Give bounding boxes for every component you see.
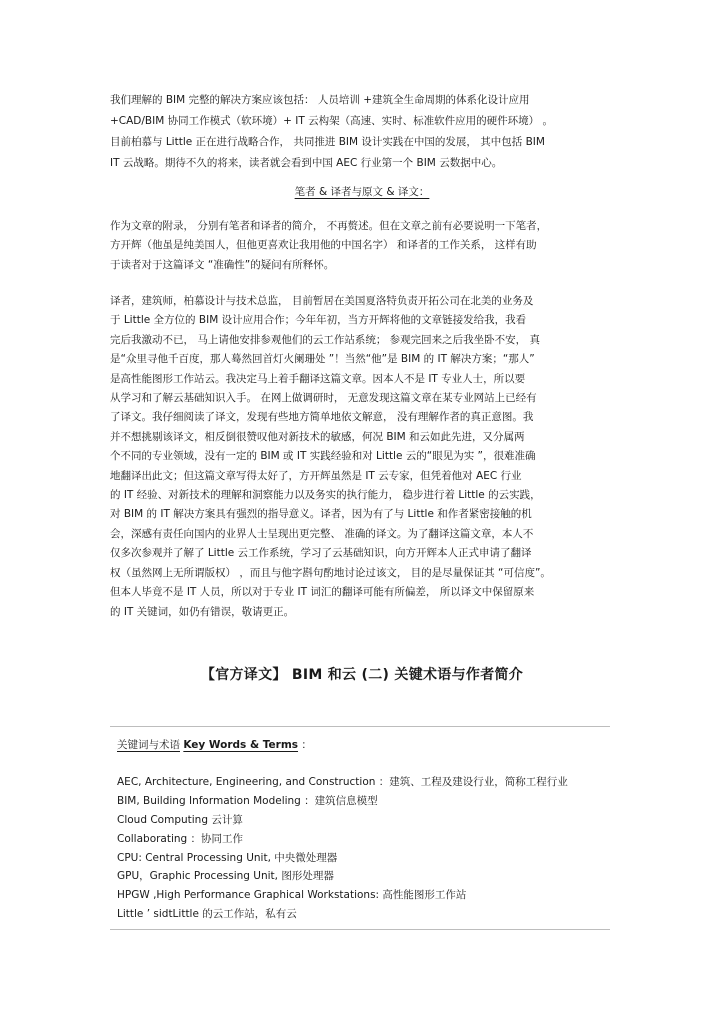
section-heading xyxy=(0,184,724,199)
paragraph-line: 个不同的专业领域，没有一定的 BIM 或 IT 实践经验和对 Little 云的“眼见为实 ”，很难准确 xyxy=(110,450,536,463)
paragraph-line: 译者，建筑师，柏慕设计与技术总监， 目前暂居在美国夏洛特负责开拓公司在北美的业务及 xyxy=(110,295,534,307)
keywords-heading xyxy=(117,737,312,752)
section-heading-text: 笔者 & 译者与原文 & 译文： xyxy=(294,186,430,198)
paragraph-line: 仅多次参观并了解了 Little 云工作系统，学习了云基础知识，向方开辉本人正式申请了翻译 xyxy=(110,547,532,560)
paragraph-line: 的 IT 关键词，如仍有错误，敬请更正。 xyxy=(110,605,295,618)
intro-paragraph xyxy=(110,90,615,174)
paragraph-line: 于 Little 全方位的 BIM 设计应用合作；今年年初，当方开辉将他的文章链接发给我，我看 xyxy=(110,314,527,327)
paragraph-line: 会，深感有责任向国内的业界人士呈现出更完整、 准确的译文。为了翻译这篇文章，本人不 xyxy=(110,527,534,540)
paragraph-line: 地翻译出此文；但这篇文章写得太好了，方开辉虽然是 IT 云专家，但凭着他对 AEC 行业 xyxy=(110,469,522,482)
paragraph-line: 完后我激动不已， 马上请他安排参观他们的云工作站系统； 参观完回来之后我坐卧不安， 真 xyxy=(110,333,541,346)
paragraph-line: 于读者对于这篇译文 “准确性”的疑问有所释怀。 xyxy=(110,258,335,271)
paragraph-line: 并不想挑剔该译文，相反倒很赞叹他对新技术的敏感，何况 BIM 和云如此先进，又分属两 xyxy=(110,430,525,443)
divider-top xyxy=(110,726,610,727)
intro-line: 目前柏慕与 Little 正在进行战略合作， 共同推进 BIM 设计实践在中国的发展， 其中包括 BIM xyxy=(110,136,545,148)
keyword-item: Cloud Computing 云计算 xyxy=(117,813,243,826)
divider-bottom xyxy=(110,929,610,930)
keyword-item: AEC, Architecture, Engineering, and Construction ：建筑、工程及建设行业，简称工程行业 xyxy=(117,776,568,788)
paragraph-line: 了译文。我仔细阅读了译文，发现有些地方简单地依文解意， 没有理解作者的真正意图。我 xyxy=(110,411,534,424)
paragraph-line: 权（虽然网上无所谓版权） ，而且与他字斟句酌地讨论过该文， 目的是尽量保证其 “可信度”。 xyxy=(110,566,551,579)
intro-line: IT 云战略。期待不久的将来，读者就会看到中国 AEC 行业第一个 BIM 云数据中心。 xyxy=(110,157,503,169)
paragraph-line: 从学习和了解云基础知识入手。 在网上做调研时， 无意发现这篇文章在某专业网站上已经有 xyxy=(110,392,537,405)
paragraph-line: 的 IT 经验、对新技术的理解和洞察能力以及务实的执行能力， 稳步进行着 Little 的云实践， xyxy=(110,489,541,502)
keywords-colon: ： xyxy=(301,739,312,751)
keyword-item: GPU，Graphic Processing Unit, 图形处理器 xyxy=(117,870,334,883)
keywords-label-cn: 关键词与术语 xyxy=(117,739,180,751)
intro-line: 我们理解的 BIM 完整的解决方案应该包括： 人员培训 +建筑全生命周期的体系化设计应用 xyxy=(110,94,530,106)
keyword-item: BIM, Building Information Modeling ：建筑信息模型 xyxy=(117,794,378,807)
paragraph-line: 方开辉（他虽是纯美国人，但他更喜欢让我用他的中国名字） 和译者的工作关系， 这样有助 xyxy=(110,239,537,252)
paragraph-translator xyxy=(110,292,615,622)
paragraph-line: 是“众里寻他千百度，那人蓦然回首灯火阑珊处 ”！当然“他”是 BIM 的 IT 解决方案；“那人” xyxy=(110,353,535,366)
keyword-item: Collaborating ：协同工作 xyxy=(117,832,244,845)
intro-line: +CAD/BIM 协同工作模式（软环境）+ IT 云构架（高速、实时、标准软件应用的硬件环境） 。 xyxy=(110,115,553,127)
keywords-label-en: Key Words & Terms xyxy=(183,739,299,751)
keyword-item: Little ’ sidtLittle 的云工作站，私有云 xyxy=(117,908,297,921)
keyword-item: HPGW ,High Performance Graphical Workstations: 高性能图形工作站 xyxy=(117,889,467,902)
keywords-list xyxy=(117,773,568,924)
paragraph-line: 对 BIM 的 IT 解决方案具有强烈的指导意义。译者，因为有了与 Little 和作者紧密接触的机 xyxy=(110,508,532,521)
official-translation-title: 【官方译文】 BIM 和云 (二) 关键术语与作者简介 xyxy=(200,667,524,683)
keyword-item: CPU: Central Processing Unit, 中央微处理器 xyxy=(117,851,338,864)
paragraph-line: 是高性能图形工作站云。我决定马上着手翻译这篇文章。因本人不是 IT 专业人士，所以要 xyxy=(110,372,526,385)
paragraph-line: 作为文章的附录， 分别有笔者和译者的简介， 不再赘述。但在文章之前有必要说明一下笔者， xyxy=(110,220,548,232)
paragraph-author-relation xyxy=(110,217,615,275)
paragraph-line: 但本人毕竟不是 IT 人员，所以对于专业 IT 词汇的翻译可能有所偏差， 所以译文中保留原来 xyxy=(110,586,535,599)
